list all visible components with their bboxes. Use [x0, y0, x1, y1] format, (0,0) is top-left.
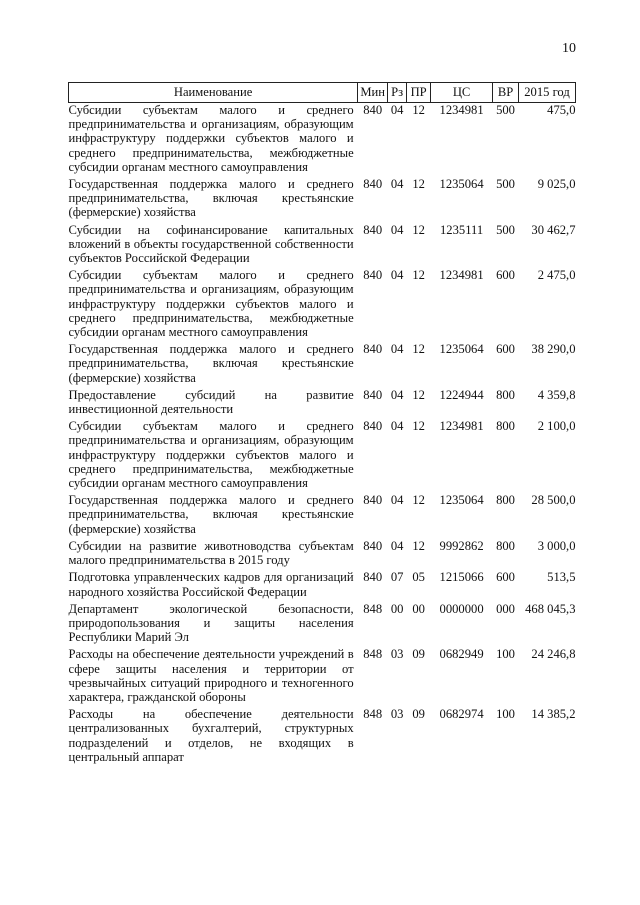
table-row — [69, 539, 576, 570]
row-rz: 03 — [390, 647, 404, 662]
row-cs: 0682974 — [439, 707, 484, 722]
header-min: Мин — [358, 83, 388, 103]
row-cs: 9992862 — [439, 538, 484, 553]
row-vr: 600 — [496, 342, 515, 357]
row-vr: 500 — [496, 103, 515, 117]
row-vr: 500 — [496, 177, 515, 192]
row-rz: 03 — [390, 707, 404, 722]
row-name: Государственная поддержка малого и среднего предпринимательства, включая крестьянские (фермерские) хозяйства — [68, 493, 354, 536]
row-rz: 04 — [390, 387, 404, 402]
row-amount: 24 246,8 — [531, 647, 576, 662]
row-pr: 12 — [412, 103, 425, 117]
row-min: 840 — [363, 570, 383, 585]
table-row — [69, 647, 576, 707]
row-cs: 1234981 — [439, 268, 484, 283]
header-vr: ВР — [493, 83, 519, 103]
row-min: 840 — [363, 387, 383, 402]
row-pr: 09 — [412, 707, 425, 722]
row-rz: 04 — [390, 222, 404, 237]
row-pr: 12 — [412, 342, 425, 357]
row-rz: 04 — [390, 419, 404, 434]
row-min: 840 — [363, 419, 383, 434]
table-row — [69, 707, 576, 767]
table-row — [69, 223, 576, 269]
row-min: 840 — [363, 538, 383, 553]
row-name: Расходы на обеспечение деятельности централизованных бухгалтерий, структурных подразделений и отделов, не входящих в центральный аппарат — [68, 707, 354, 764]
row-pr: 09 — [412, 647, 425, 662]
row-amount: 30 462,7 — [531, 222, 576, 237]
row-cs: 1234981 — [439, 103, 484, 117]
table-row — [69, 342, 576, 388]
table-header-row — [69, 83, 576, 103]
row-amount: 3 000,0 — [537, 538, 576, 553]
row-vr: 000 — [496, 601, 515, 616]
table-row — [69, 493, 576, 539]
row-rz: 04 — [390, 493, 404, 508]
row-name: Подготовка управленческих кадров для организаций народного хозяйства Российской Федерации — [68, 570, 354, 599]
table-row — [69, 388, 576, 419]
row-cs: 1235111 — [440, 222, 484, 237]
row-rz: 04 — [390, 538, 404, 553]
row-rz: 04 — [390, 342, 404, 357]
row-min: 848 — [363, 601, 383, 616]
row-amount: 475,0 — [547, 103, 576, 117]
row-min: 840 — [363, 493, 383, 508]
row-min: 840 — [363, 268, 383, 283]
row-pr: 00 — [412, 601, 425, 616]
row-cs: 1234981 — [439, 419, 484, 434]
row-amount: 2 475,0 — [537, 268, 576, 283]
row-cs: 0000000 — [439, 601, 484, 616]
page-number: 10 — [562, 41, 576, 56]
row-pr: 12 — [412, 268, 425, 283]
table-row — [69, 419, 576, 493]
table-row — [69, 602, 576, 648]
row-name: Государственная поддержка малого и среднего предпринимательства, включая крестьянские (фермерские) хозяйства — [68, 342, 354, 385]
header-cs: ЦС — [431, 83, 493, 103]
row-vr: 600 — [496, 268, 515, 283]
row-pr: 05 — [412, 570, 425, 585]
row-amount: 28 500,0 — [531, 493, 576, 508]
header-pr: ПР — [407, 83, 431, 103]
row-name: Расходы на обеспечение деятельности учреждений в сфере защиты населения и территории от чрезвычайных ситуаций природного и техногенного характера, гражданской обороны — [68, 647, 354, 704]
row-min: 840 — [363, 177, 383, 192]
header-rz: Рз — [388, 83, 407, 103]
row-pr: 12 — [412, 419, 425, 434]
table-body — [69, 103, 576, 767]
row-amount: 468 045,3 — [525, 601, 576, 616]
row-vr: 800 — [496, 538, 515, 553]
row-cs: 1215066 — [439, 570, 484, 585]
row-pr: 12 — [412, 538, 425, 553]
row-pr: 12 — [412, 177, 425, 192]
row-vr: 500 — [496, 222, 515, 237]
row-amount: 4 359,8 — [537, 387, 576, 402]
row-amount: 38 290,0 — [531, 342, 576, 357]
row-cs: 1235064 — [439, 177, 484, 192]
row-min: 840 — [363, 103, 383, 117]
row-rz: 00 — [390, 601, 404, 616]
row-cs: 1235064 — [439, 342, 484, 357]
row-name: Субсидии субъектам малого и среднего предпринимательства и организациям, образующим инфраструктуру поддержки субъектов малого и среднего предпринимательства, межбюджетные субсидии органам местного самоуправления — [68, 103, 354, 174]
row-rz: 07 — [390, 570, 404, 585]
row-pr: 12 — [412, 493, 425, 508]
row-name: Предоставление субсидий на развитие инвестиционной деятельности — [68, 387, 354, 417]
row-min: 840 — [363, 222, 383, 237]
row-vr: 600 — [496, 570, 515, 585]
row-vr: 100 — [496, 647, 515, 662]
row-name: Субсидии на софинансирование капитальных вложений в объекты государственной собственности субъектов Российской Федерации — [68, 222, 354, 266]
row-name: Субсидии субъектам малого и среднего предпринимательства и организациям, образующим инфраструктуру поддержки субъектов малого и среднего предпринимательства, межбюджетные субсидии органам местного самоуправления — [68, 268, 354, 340]
row-amount: 9 025,0 — [537, 177, 576, 192]
row-cs: 1235064 — [439, 493, 484, 508]
row-name: Субсидии субъектам малого и среднего предпринимательства и организациям, образующим инфраструктуру поддержки субъектов малого и среднего предпринимательства, межбюджетные субсидии органам местного самоуправления — [68, 419, 354, 491]
row-pr: 12 — [412, 222, 425, 237]
row-vr: 800 — [496, 493, 515, 508]
table-row — [69, 103, 576, 178]
row-amount: 2 100,0 — [537, 419, 576, 434]
row-name: Департамент экологической безопасности, природопользования и защиты населения Республики Марий Эл — [68, 601, 354, 645]
row-vr: 800 — [496, 387, 515, 402]
row-min: 848 — [363, 707, 383, 722]
row-name: Субсидии на развитие животноводства субъектам малого предпринимательства в 2015 году — [68, 538, 354, 568]
table-row — [69, 570, 576, 601]
row-vr: 100 — [496, 707, 515, 722]
row-min: 840 — [363, 342, 383, 357]
row-amount: 513,5 — [547, 570, 576, 585]
row-rz: 04 — [390, 268, 404, 283]
row-vr: 800 — [496, 419, 515, 434]
row-rz: 04 — [390, 103, 404, 117]
row-cs: 1224944 — [439, 387, 484, 402]
table-row — [69, 177, 576, 223]
row-name: Государственная поддержка малого и среднего предпринимательства, включая крестьянские (фермерские) хозяйства — [68, 177, 354, 220]
row-amount: 14 385,2 — [531, 707, 576, 722]
budget-table — [68, 82, 576, 767]
row-min: 848 — [363, 647, 383, 662]
row-cs: 0682949 — [439, 647, 484, 662]
row-pr: 12 — [412, 387, 425, 402]
table-row — [69, 268, 576, 342]
row-rz: 04 — [390, 177, 404, 192]
header-name: Наименование — [69, 83, 358, 103]
header-year: 2015 год — [519, 83, 576, 103]
